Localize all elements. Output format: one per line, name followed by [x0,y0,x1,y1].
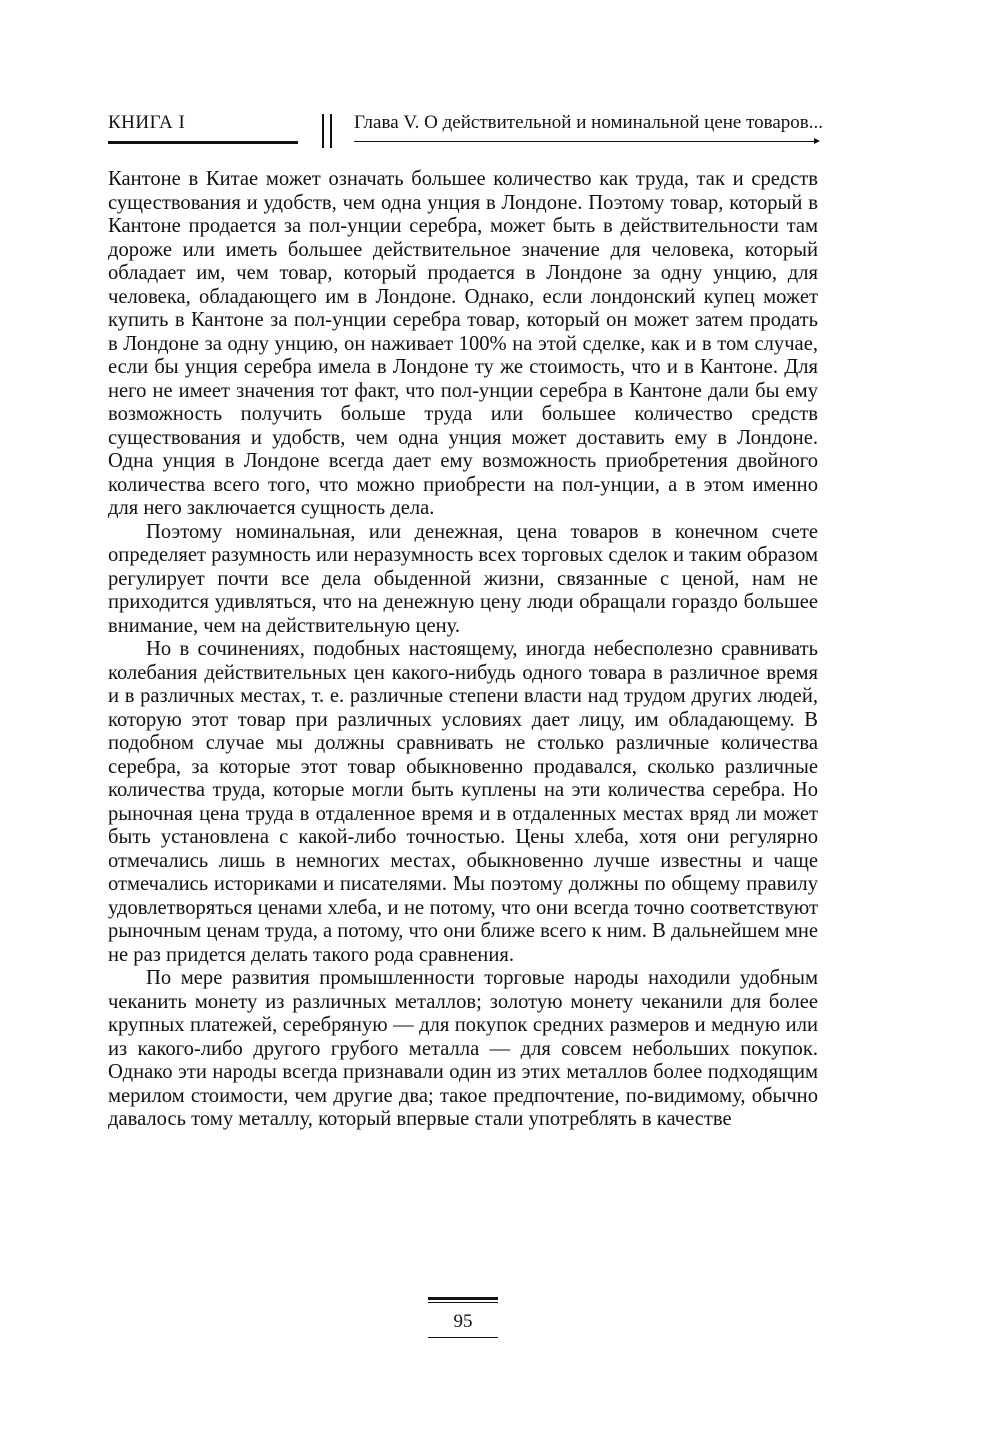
footer-rule [428,1297,498,1303]
running-header [108,112,824,152]
paragraph: Но в сочинениях, подобных настоящему, иногда небесполезно сравнивать колебания действительных цен какого-нибудь одного товара в различное время и в различных местах, т. е. различные степени власти над трудом других людей, которую этот товар при различных условиях дает лицу, им обладающему. В подобном случае мы должны сравнивать не столько различные количества серебра, за которые этот товар обыкновенно продавался, сколько различные количества труда, которые могли быть куплены на эти количества серебра. Но рыночная цена труда в отдаленное время и в отдаленных местах вряд ли может быть установлена с какой-либо точностью. Цены хлеба, хотя они регулярно отмечались лишь в немногих местах, обыкновенно лучше известны и чаще отмечались историками и писателями. Мы поэтому должны по общему правилу удовлетворяться ценами хлеба, и не потому, что они всегда точно соответствуют рыночным ценам труда, а потому, что они ближе всего к ним. В дальнейшем мне не раз придется делать такого рода сравнения. [108,638,819,966]
header-divider [322,114,332,148]
paragraph: Поэтому номинальная, или денежная, цена товаров в конечном счете определяет разумность или неразумность всех торговых сделок и таким образом регулирует почти все дела обыденной жизни, связанные с ценой, нам не приходится удивляться, что на денежную цену люди обращали гораздо большее внимание, чем на действительную цену. [108,520,818,637]
page-footer [428,1297,498,1338]
rule-arrow-icon [814,138,820,144]
page-number: 95 [453,1311,473,1332]
chapter-title: Глава V. О действительной и номинальной цене товаров... [354,112,824,133]
footer-rule-bottom [428,1337,498,1338]
body-text [108,168,818,1132]
paragraph: По мере развития промышленности торговые народы находили удобным чеканить монету из различных металлов; золотую монету чеканили для более крупных платежей, серебряную — для покупок средних размеров и медную или из какого-либо другого грубого металла — для совсем небольших покупок. Однако эти народы всегда признавали один из этих металлов более подходящим мерилом стоимости, чем другие два; такое предпочтение, по-видимому, обычно давалось тому металлу, который впервые стали употреблять в качестве [108,967,818,1130]
book-title: КНИГА I [108,112,186,133]
header-rule [108,141,298,144]
chapter-rule [354,141,818,142]
paragraph: Кантоне в Китае может означать большее количество как труда, так и средств существования и удобств, чем одна унция в Лондоне. Поэтому товар, который в Кантоне продается за пол-унции серебра, может быть в действительности там дороже или иметь большее действительное значение для человека, который обладает им, чем товар, который продается в Лондоне за одну унцию, для человека, обладающего им в Лондоне. Однако, если лондонский купец может купить в Кантоне за пол-унции серебра товар, который он может затем продать в Лондоне за одну унцию, он наживает 100% на этой сделке, как и в том случае, если бы унция серебра имела в Лондоне ту же стоимость, что и в Кантоне. Для него не имеет значения тот факт, что пол-унции серебра в Кантоне дали бы ему возможность получить больше труда или большее количество средств существования и удобств, чем одна унция может доставить ему в Лондоне. Одна унция в Лондоне всегда дает ему возможность приобретения двойного количества всего того, что можно приобрести на пол-унции, а в этом именно для него заключается сущность дела. [108,168,818,519]
